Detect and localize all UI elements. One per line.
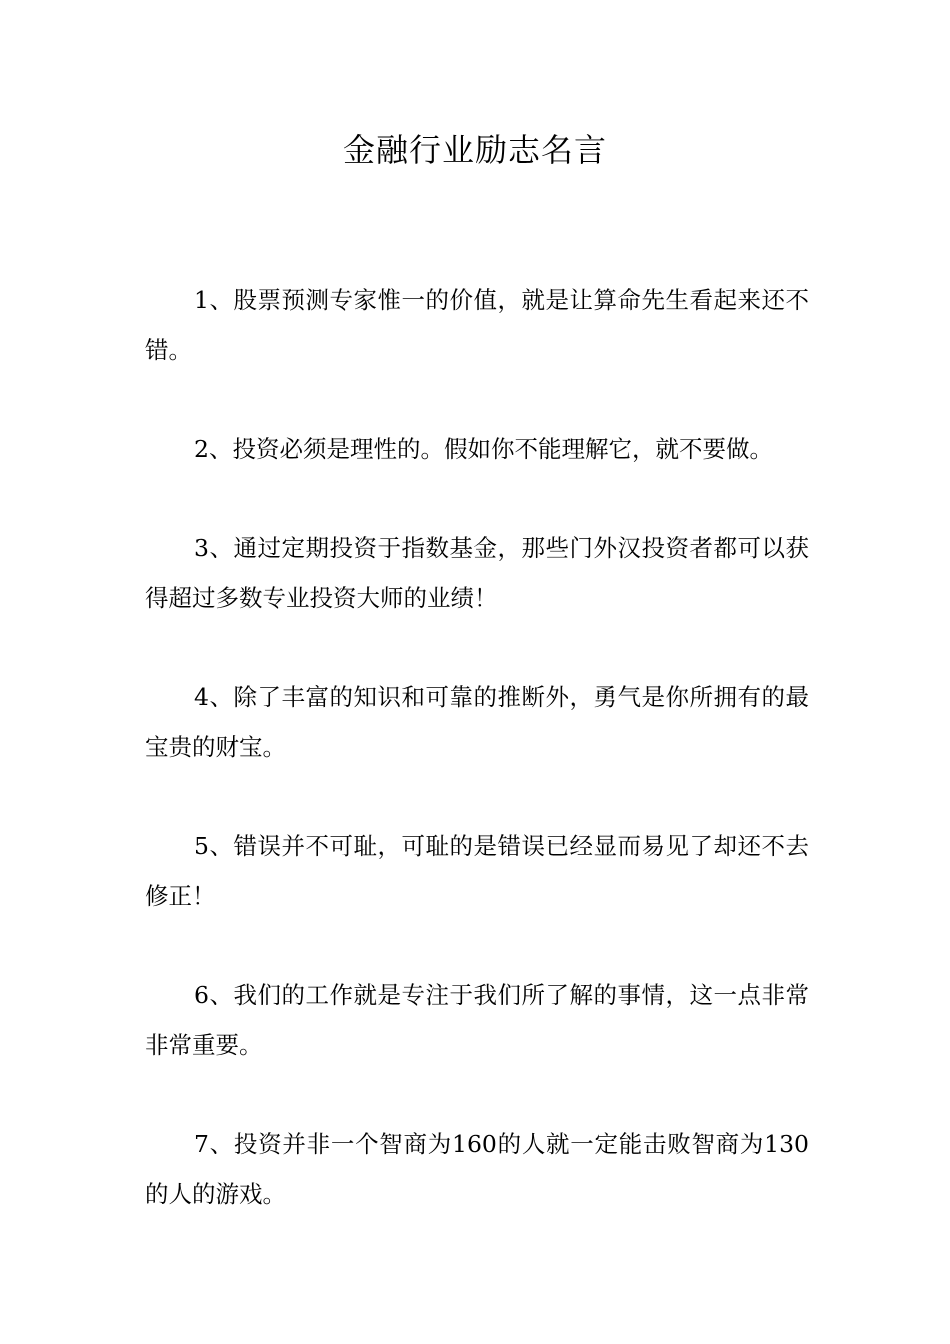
document-title: 金融行业励志名言: [342, 131, 607, 169]
quote-paragraph-4: 4、除了丰富的知识和可靠的推断外，勇气是你所拥有的最宝贵的财宝。: [145, 683, 809, 761]
quote-paragraph-5: 5、错误并不可耻，可耻的是错误已经显而易见了却还不去修正！: [145, 832, 809, 910]
quote-paragraph-2: 2、投资必须是理性的。假如你不能理解它，就不要做。: [194, 435, 773, 463]
document-body: [145, 275, 809, 1268]
quote-paragraph-6: 6、我们的工作就是专注于我们所了解的事情，这一点非常非常重要。: [145, 981, 809, 1059]
quote-paragraph-1: 1、股票预测专家惟一的价值，就是让算命先生看起来还不错。: [145, 286, 809, 364]
quote-paragraph-3: 3、通过定期投资于指数基金，那些门外汉投资者都可以获得超过多数专业投资大师的业绩！: [145, 534, 809, 612]
quote-paragraph-7: 7、投资并非一个智商为160的人就一定能击败智商为130的人的游戏。: [145, 1130, 809, 1208]
